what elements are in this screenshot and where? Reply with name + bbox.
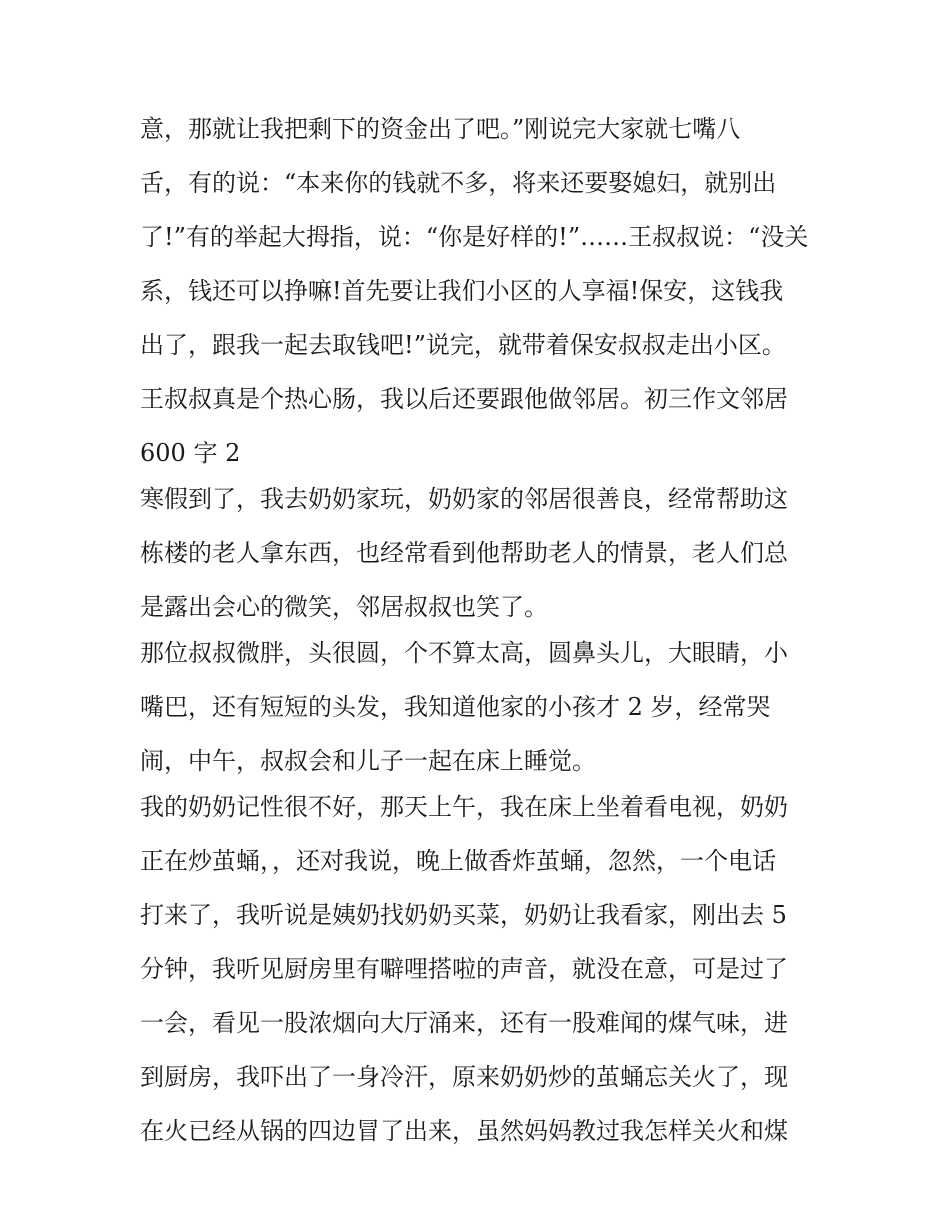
text-line: 一会，看见一股浓烟向大厅涌来，还有一股难闻的煤气味，进 [140,1009,788,1037]
text-line: 是露出会心的微笑，邻居叔叔也笑了。 [140,593,548,621]
text-line: 寒假到了，我去奶奶家玩，奶奶家的邻居很善良，经常帮助这 [140,485,788,513]
section-heading-line: 600 字 2 [140,439,241,467]
text-line: 了!”有的举起大拇指，说：“你是好样的!”……王叔叔说：“没关 [140,223,809,251]
text-line: 出了，跟我一起去取钱吧!”说完，就带着保安叔叔走出小区。 [140,331,786,359]
text-line: 王叔叔真是个热心肠，我以后还要跟他做邻居。初三作文邻居 [140,385,788,413]
text-line: 栋楼的老人拿东西，也经常看到他帮助老人的情景，老人们总 [140,539,788,567]
text-line: 我的奶奶记性很不好，那天上午，我在床上坐着看电视，奶奶 [140,793,788,821]
text-line: 在火已经从锅的四边冒了出来，虽然妈妈教过我怎样关火和煤 [140,1117,788,1145]
document-body [140,110,820,1150]
text-line: 分钟，我听见厨房里有噼哩搭啦的声音，就没在意，可是过了 [140,955,788,983]
text-line: 到厨房，我吓出了一身冷汗，原来奶奶炒的茧蛹忘关火了，现 [140,1063,788,1091]
text-line: 正在炒茧蛹，，还对我说，晚上做香炸茧蛹，忽然，一个电话 [140,847,776,875]
text-line: 舌，有的说：“本来你的钱就不多，将来还要娶媳妇，就别出 [140,169,777,197]
text-line: 打来了，我听说是姨奶找奶奶买菜，奶奶让我看家，刚出去 5 [140,901,787,929]
text-line: 那位叔叔微胖，头很圆，个不算太高，圆鼻头儿，大眼睛，小 [140,639,788,667]
text-line: 嘴巴，还有短短的头发，我知道他家的小孩才 2 岁，经常哭 [140,693,771,721]
text-line: 系，钱还可以挣嘛!首先要让我们小区的人享福!保安，这钱我 [140,277,784,305]
text-line: 意，那就让我把剩下的资金出了吧。”刚说完大家就七嘴八 [140,115,741,143]
text-line: 闹，中午，叔叔会和儿子一起在床上睡觉。 [140,747,596,775]
